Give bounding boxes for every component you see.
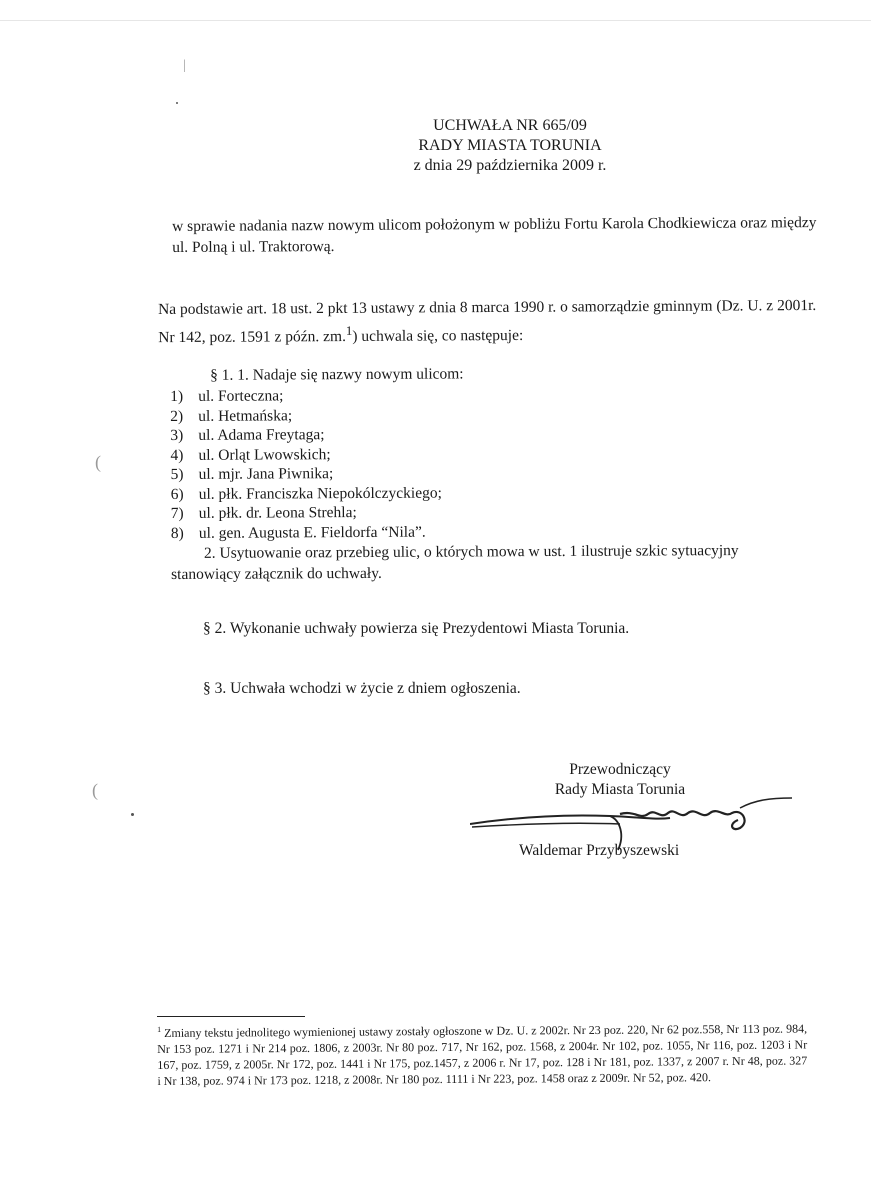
list-item: 1) ul. Forteczna; — [170, 387, 284, 405]
scan-mark: | — [183, 58, 186, 73]
footnote — [157, 1017, 807, 1089]
footnote-separator — [157, 1016, 305, 1017]
footnote-reference: 1 — [345, 322, 353, 338]
list-item: 2) ul. Hetmańska; — [170, 406, 293, 425]
footnote-text: Zmiany tekstu jednolitego wymienionej ustawy zostały ogłoszone w Dz. U. z 2002r. Nr 23 poz. 220, Nr 62 poz.558, Nr 113 poz. 984, Nr 153 poz. 1271 i Nr 214 poz. 1806, z 2003r. Nr 80 poz. 717, Nr 162, poz. 1568, z 2004r. Nr 102, poz. 1055, Nr 116, poz. 1203 i Nr 167, poz. 1759, z 2005r. Nr 172, poz. 1441 i Nr 175, poz.1457, z 2006 r. Nr 17, poz. 128 i Nr 181, poz. 1337, z 2007 r. Nr 48, poz. 327 i Nr 138, poz. 974 i Nr 173 poz. 1218, z 2008r. Nr 180 poz. 1111 i Nr 223, poz. 1458 oraz z 2009r. Nr 52, poz. 420. — [157, 1021, 808, 1088]
signatory-role: Przewodniczący — [569, 761, 671, 778]
list-item: 8) ul. gen. Augusta E. Fieldorfa “Nila”. — [170, 523, 426, 542]
section-3: § 3. Uchwała wchodzi w życie z dniem ogłoszenia. — [203, 680, 521, 697]
list-item: 6) ul. płk. Franciszka Niepokólczyckiego; — [170, 484, 442, 503]
resolution-header — [360, 116, 660, 176]
street-list — [170, 384, 831, 543]
footnote-marker: 1 — [157, 1024, 162, 1034]
signatory-body: Rady Miasta Torunia — [554, 781, 686, 798]
scan-edge-line — [0, 20, 871, 21]
legal-basis-text-end: ) uchwala się, co następuje: — [352, 326, 524, 345]
signatory-name: Waldemar Przybyszewski — [519, 842, 680, 859]
council-name: RADY MIASTA TORUNIA — [418, 137, 602, 154]
scan-speck — [176, 102, 178, 104]
list-item: 4) ul. Orląt Lwowskich; — [170, 445, 331, 464]
legal-basis — [158, 295, 823, 349]
resolution-subject: w sprawie nadania nazw nowym ulicom położonym w pobliżu Fortu Karola Chodkiewicza oraz między ul. Polną i ul. Traktorową. — [172, 214, 817, 256]
legal-basis-text: Na podstawie art. 18 ust. 2 pkt 13 ustawy z dnia 8 marca 1990 r. o samorządzie gminnym (Dz. U. z 2001r. Nr 142, poz. 1591 z późn. zm. — [158, 296, 817, 347]
list-item: 5) ul. mjr. Jana Piwnika; — [170, 465, 334, 483]
resolution-title: UCHWAŁA NR 665/09 — [433, 117, 587, 134]
punch-hole-mark: ( — [95, 452, 101, 472]
section-1-point-2-cont: stanowiący załącznik do uchwały. — [171, 564, 382, 583]
section-2: § 2. Wykonanie uchwały powierza się Prezydentowi Miasta Torunia. — [203, 620, 630, 637]
section-1-intro: § 1. 1. Nadaje się nazwy nowym ulicom: — [210, 365, 464, 384]
section-1 — [170, 362, 831, 585]
resolution-date: z dnia 29 października 2009 r. — [413, 157, 607, 174]
scan-speck — [131, 813, 134, 816]
punch-hole-mark: ( — [92, 780, 98, 800]
list-item: 3) ul. Adama Freytaga; — [170, 426, 325, 444]
list-item: 7) ul. płk. dr. Leona Strehla; — [170, 504, 357, 522]
section-1-point-2: 2. Usytuowanie oraz przebieg ulic, o których mowa w ust. 1 ilustruje szkic sytuacyjny — [203, 542, 739, 562]
